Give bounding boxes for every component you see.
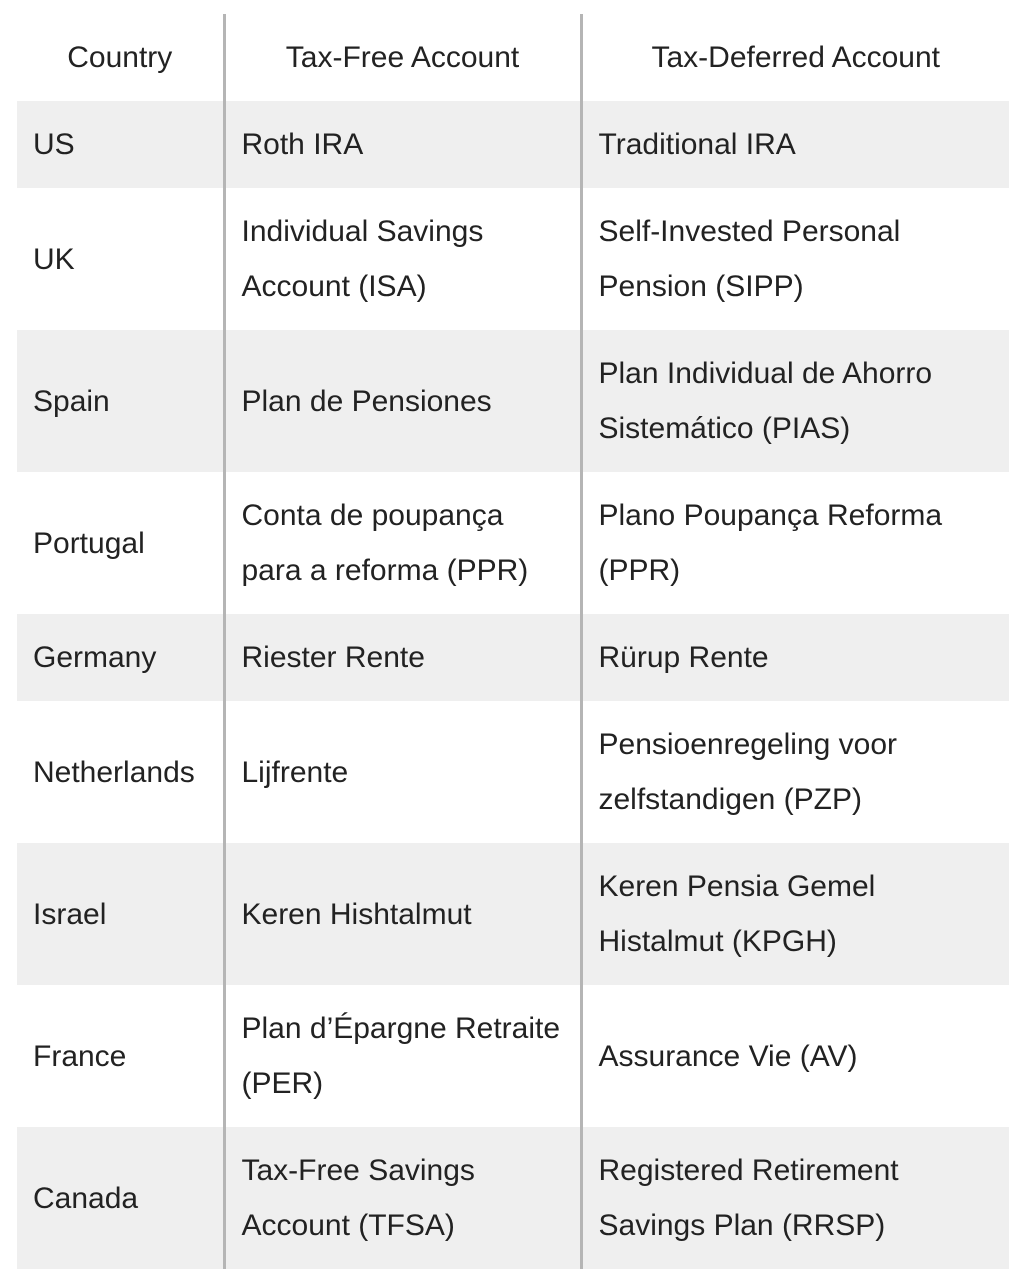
cell-tax-free: Lijfrente [224, 701, 581, 843]
cell-tax-free: Individual Savings Account (ISA) [224, 188, 581, 330]
table-header [17, 14, 1009, 101]
header-tax-free-account: Tax-Free Account [224, 14, 581, 101]
cell-country: Canada [33, 1181, 139, 1215]
table-row [17, 985, 1009, 1127]
accounts-table [17, 14, 1009, 1269]
table-row [17, 330, 1009, 472]
cell-tax-deferred: Keren Pensia Gemel Histalmut (KPGH) [581, 843, 1009, 985]
cell-tax-deferred: Assurance Vie (AV) [581, 985, 1009, 1127]
cell-country: UK [33, 242, 75, 276]
cell-tax-free: Plan de Pensiones [224, 330, 581, 472]
cell-tax-free: Keren Hishtalmut [224, 843, 581, 985]
cell-country: France [33, 1039, 127, 1073]
cell-tax-free: Conta de poupança para a reforma (PPR) [224, 472, 581, 614]
table-body [17, 101, 1009, 1269]
cell-tax-deferred: Registered Retirement Savings Plan (RRSP) [581, 1127, 1009, 1269]
header-tax-deferred-account: Tax-Deferred Account [581, 14, 1009, 101]
cell-tax-free: Plan d’Épargne Retraite (PER) [224, 985, 581, 1127]
cell-country: Israel [33, 897, 107, 931]
cell-country: Portugal [33, 526, 145, 560]
table-row [17, 1127, 1009, 1269]
cell-country: Spain [33, 384, 110, 418]
cell-tax-deferred: Plano Poupança Reforma (PPR) [581, 472, 1009, 614]
table-row [17, 843, 1009, 985]
cell-tax-free: Roth IRA [224, 101, 581, 188]
table-row [17, 614, 1009, 701]
cell-country: US [33, 128, 75, 161]
cell-country: Netherlands [33, 755, 195, 789]
cell-tax-deferred: Plan Individual de Ahorro Sistemático (PIAS) [581, 330, 1009, 472]
table-row [17, 472, 1009, 614]
accounts-table-container [17, 14, 1009, 1269]
table-row [17, 101, 1009, 188]
header-row [17, 14, 1009, 101]
cell-tax-deferred: Pensioenregeling voor zelfstandigen (PZP) [581, 701, 1009, 843]
cell-country: Germany [33, 641, 157, 674]
header-country: Country [67, 41, 173, 74]
table-row [17, 701, 1009, 843]
cell-tax-free: Tax-Free Savings Account (TFSA) [224, 1127, 581, 1269]
cell-tax-free: Riester Rente [224, 614, 581, 701]
table-row [17, 188, 1009, 330]
cell-tax-deferred: Self-Invested Personal Pension (SIPP) [581, 188, 1009, 330]
cell-tax-deferred: Traditional IRA [581, 101, 1009, 188]
cell-tax-deferred: Rürup Rente [581, 614, 1009, 701]
